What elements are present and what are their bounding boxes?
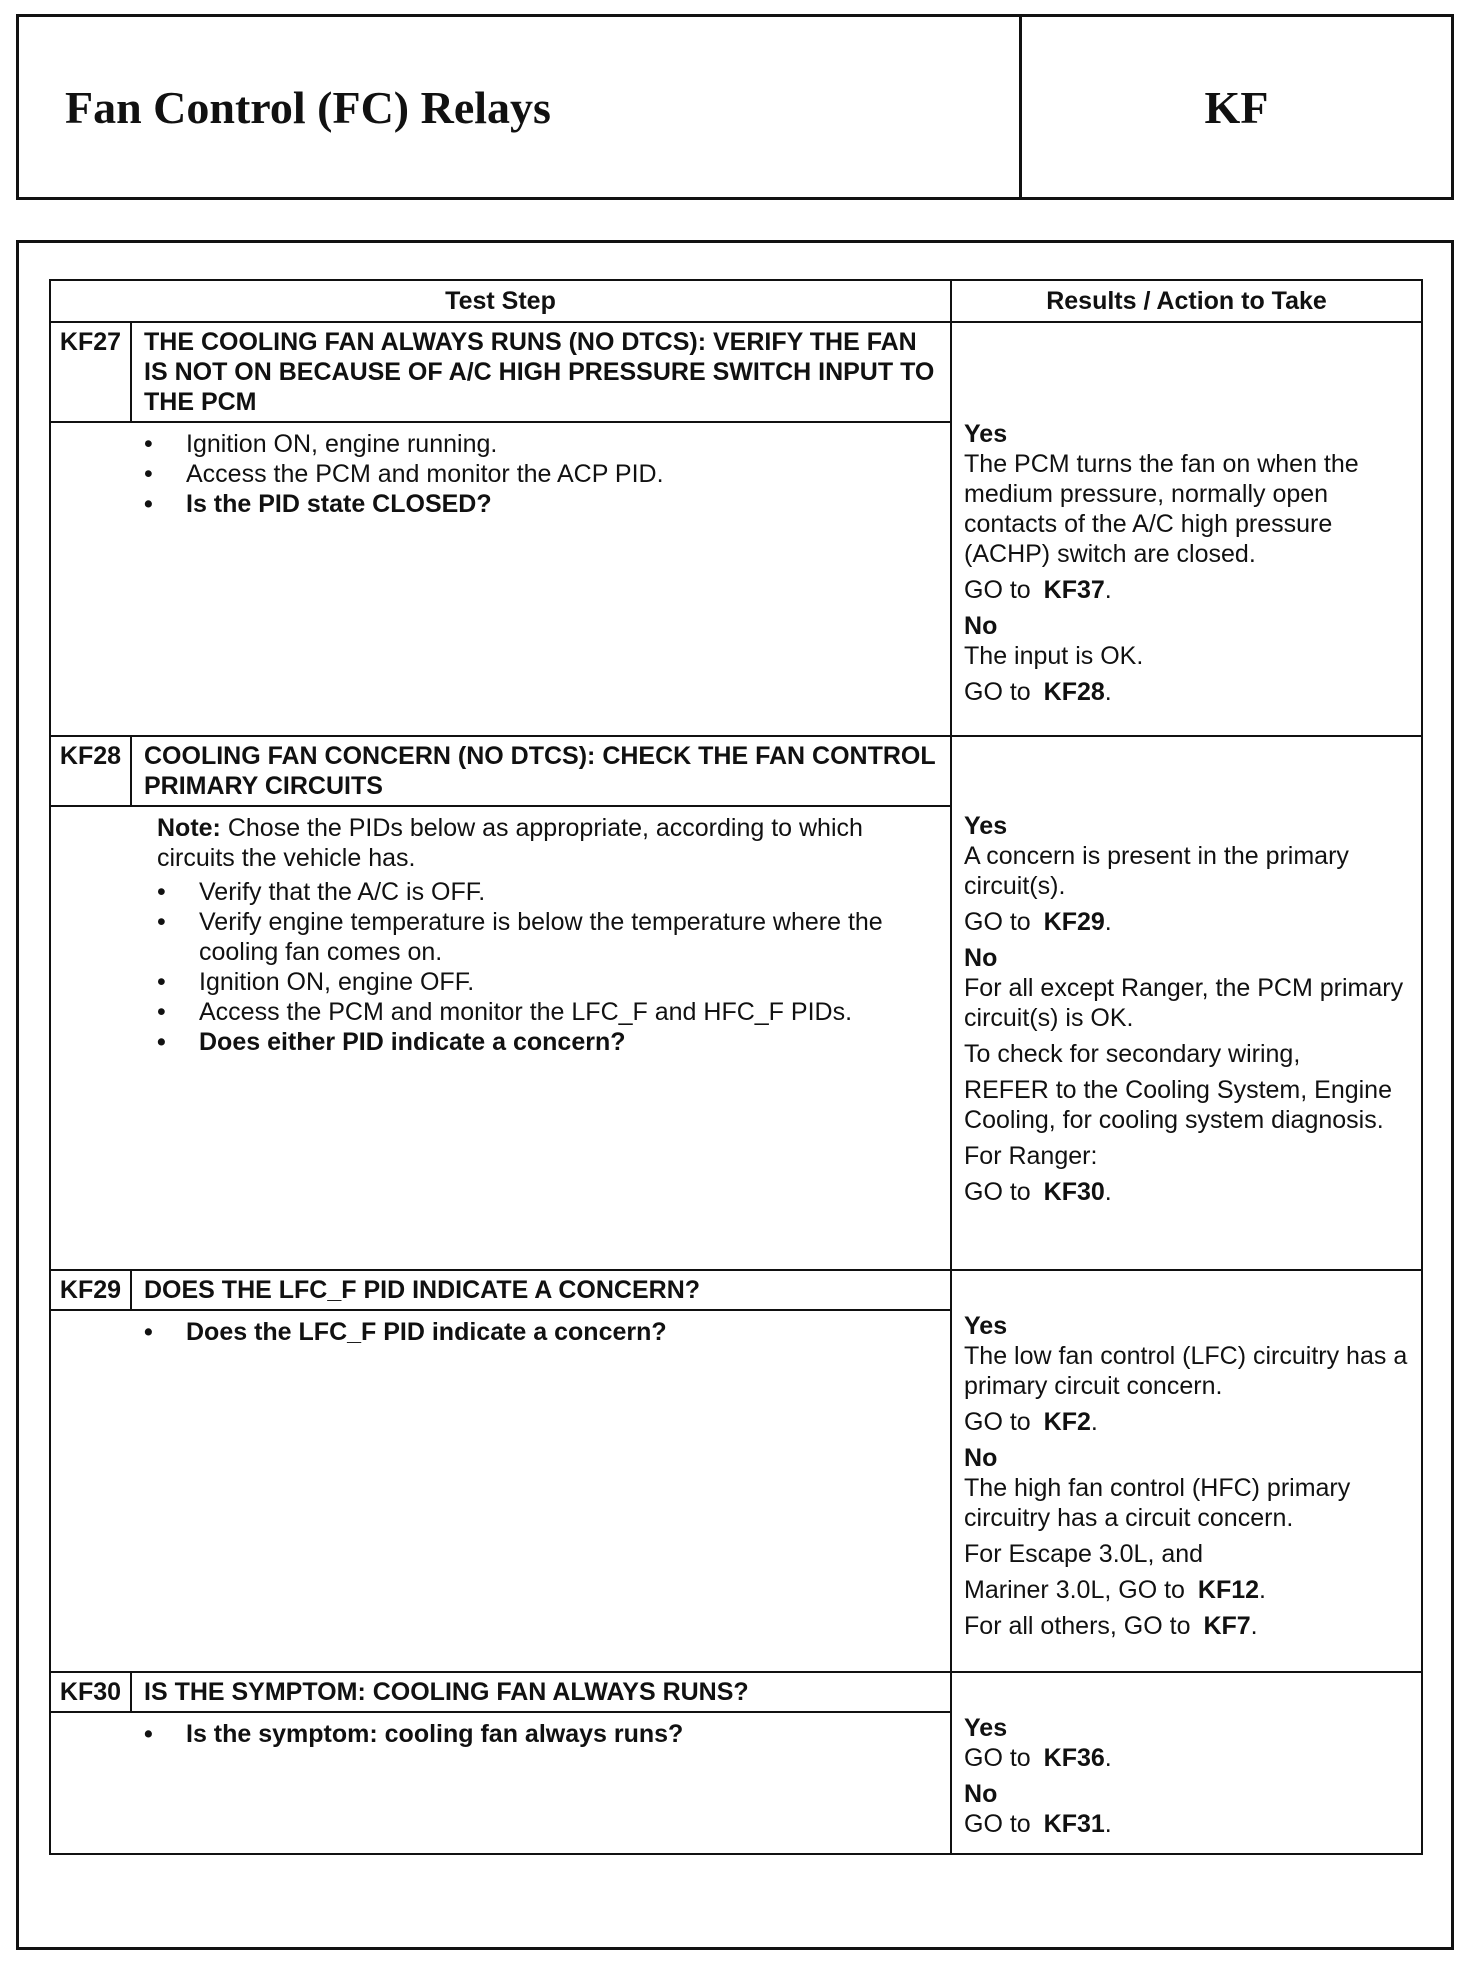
step-body: [50, 806, 951, 1270]
step-body: [50, 1310, 951, 1672]
no-label: No: [964, 1444, 998, 1472]
no-extra-text: For Ranger:: [964, 1142, 1098, 1170]
no-label: No: [964, 612, 998, 640]
col-header-results: Results / Action to Take: [951, 280, 1422, 322]
no-extra-text: To check for secondary wiring,: [964, 1040, 1301, 1068]
no-text: The high fan control (HFC) primary circuitry has a circuit concern.: [964, 1474, 1351, 1532]
list-item: • Is the PID state CLOSED?: [144, 489, 938, 519]
list-item: • Is the symptom: cooling fan always runs?: [144, 1719, 938, 1749]
yes-text: The PCM turns the fan on when the medium pressure, normally open contacts of the A/C high pressure (ACHP) switch are closed.: [964, 450, 1359, 568]
no-text: For all except Ranger, the PCM primary circuit(s) is OK.: [964, 974, 1404, 1032]
yes-target: KF37: [1043, 576, 1105, 604]
step-result: [951, 1672, 1422, 1854]
list-item: • Ignition ON, engine running.: [144, 429, 938, 459]
no-extra-text: For Escape 3.0L, and: [964, 1540, 1204, 1568]
step-result: [951, 322, 1422, 736]
step-number: KF28: [50, 736, 131, 806]
yes-target: KF36: [1043, 1744, 1105, 1772]
no-goto: GO to KF30.: [964, 1178, 1112, 1206]
step-number: KF29: [50, 1270, 131, 1310]
yes-label: Yes: [964, 1714, 1008, 1742]
list-item: • Does the LFC_F PID indicate a concern?: [144, 1317, 938, 1347]
note: Note: Chose the PIDs below as appropriate, according to which circuits the vehicle has.: [157, 814, 863, 872]
step-result: [951, 1270, 1422, 1672]
yes-label: Yes: [964, 812, 1008, 840]
no-text: The input is OK.: [964, 642, 1144, 670]
yes-text: The low fan control (LFC) circuitry has a primary circuit concern.: [964, 1342, 1408, 1400]
no-goto: GO to KF31.: [964, 1810, 1112, 1838]
table-header-row: [50, 280, 1422, 322]
list-item: • Does either PID indicate a concern?: [157, 1027, 938, 1057]
step-heading: THE COOLING FAN ALWAYS RUNS (NO DTCS): VERIFY THE FAN IS NOT ON BECAUSE OF A/C HIGH PRESSURE SWITCH INPUT TO THE PCM: [131, 322, 951, 422]
yes-target: KF2: [1043, 1408, 1091, 1436]
list-item: • Ignition ON, engine OFF.: [157, 967, 938, 997]
page-title: Fan Control (FC) Relays: [19, 17, 1022, 197]
step-row-kf30: [50, 1672, 1422, 1712]
no-target: KF28: [1043, 678, 1105, 706]
yes-goto: GO to KF36.: [964, 1744, 1112, 1772]
step-body: [50, 1712, 951, 1854]
bullet-list: [144, 1317, 938, 1347]
yes-goto: GO to KF2.: [964, 1408, 1098, 1436]
yes-label: Yes: [964, 420, 1008, 448]
yes-goto: GO to KF29.: [964, 908, 1112, 936]
step-number: KF27: [50, 322, 131, 422]
step-heading: DOES THE LFC_F PID INDICATE A CONCERN?: [131, 1270, 951, 1310]
list-item: • Access the PCM and monitor the LFC_F and HFC_F PIDs.: [157, 997, 938, 1027]
no-label: No: [964, 944, 998, 972]
step-row-kf29: [50, 1270, 1422, 1310]
step-number: KF30: [50, 1672, 131, 1712]
page-header: [16, 14, 1454, 200]
yes-label: Yes: [964, 1312, 1008, 1340]
bullet-list: [157, 877, 938, 1057]
section-code: KF: [1204, 81, 1269, 133]
no-extra-text: REFER to the Cooling System, Engine Cooling, for cooling system diagnosis.: [964, 1076, 1392, 1134]
no-goto: Mariner 3.0L, GO to KF12.: [964, 1576, 1266, 1604]
step-result: [951, 736, 1422, 1270]
no-target: KF31: [1043, 1810, 1105, 1838]
step-row-kf27: [50, 322, 1422, 422]
no-label: No: [964, 1780, 998, 1808]
yes-text: A concern is present in the primary circuit(s).: [964, 842, 1349, 900]
col-header-test-step: Test Step: [50, 280, 951, 322]
list-item: • Access the PCM and monitor the ACP PID.: [144, 459, 938, 489]
no-goto: For all others, GO to KF7.: [964, 1612, 1258, 1640]
test-step-table: [49, 279, 1423, 1855]
yes-goto: GO to KF37.: [964, 576, 1112, 604]
bullet-list: [144, 429, 938, 519]
bullet-list: [144, 1719, 938, 1749]
step-row-kf28: [50, 736, 1422, 806]
no-target: KF12: [1197, 1576, 1260, 1604]
step-body: [50, 422, 951, 736]
yes-target: KF29: [1043, 908, 1105, 936]
no-target: KF30: [1043, 1178, 1105, 1206]
step-heading: IS THE SYMPTOM: COOLING FAN ALWAYS RUNS?: [131, 1672, 951, 1712]
step-heading: COOLING FAN CONCERN (NO DTCS): CHECK THE FAN CONTROL PRIMARY CIRCUITS: [131, 736, 951, 806]
content-frame: [16, 240, 1454, 1950]
no-goto: GO to KF28.: [964, 678, 1112, 706]
no-target: KF7: [1203, 1612, 1251, 1640]
list-item: • Verify that the A/C is OFF.: [157, 877, 938, 907]
list-item: • Verify engine temperature is below the temperature where the cooling fan comes on.: [157, 907, 938, 967]
